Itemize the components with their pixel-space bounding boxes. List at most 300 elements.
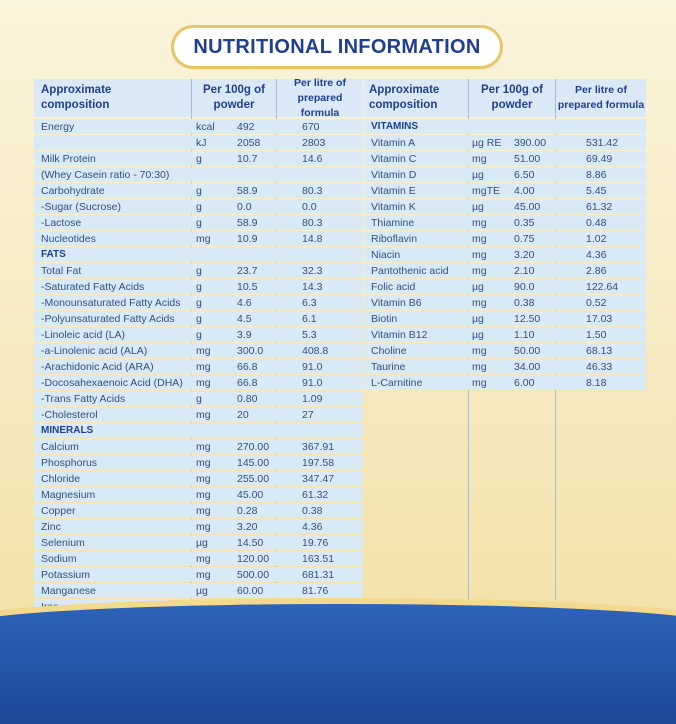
- unit: [196, 215, 234, 230]
- per-litre-value-text: 1.50: [586, 328, 607, 341]
- unit: [196, 407, 234, 422]
- per-litre-value: [302, 311, 362, 326]
- per-litre-value-text: 122.64: [586, 280, 619, 293]
- unit-text: g: [196, 328, 202, 341]
- unit-text: mg: [472, 344, 487, 357]
- per-litre-value: [302, 263, 362, 278]
- title-banner: [174, 28, 500, 66]
- per-100g-value-text: 90.0: [514, 280, 535, 293]
- per-100g-value: [514, 279, 554, 294]
- per-100g-value: [237, 199, 275, 214]
- header-composition-text: Approximate composition: [369, 84, 440, 111]
- per-100g-value-text: 6.50: [514, 168, 535, 181]
- unit-text: mg: [472, 216, 487, 229]
- table-row: [34, 359, 363, 374]
- unit-text: g: [196, 216, 202, 229]
- per-litre-value-text: 32.3: [302, 264, 323, 277]
- nutrient-name-text: L-Carnitine: [371, 376, 423, 389]
- per-litre-value: [586, 327, 644, 342]
- per-100g-value: [237, 583, 275, 598]
- per-litre-value-text: 27: [302, 408, 314, 421]
- nutrient-name: [41, 423, 191, 438]
- unit: [196, 279, 234, 294]
- unit: [196, 567, 234, 582]
- nutrient-name-text: Copper: [41, 504, 76, 517]
- per-litre-value: [302, 535, 362, 550]
- per-100g-value: [237, 471, 275, 486]
- nutrient-name-text: Milk Protein: [41, 152, 96, 165]
- table-row: [364, 183, 646, 198]
- per-100g-value-text: 270.00: [237, 440, 270, 453]
- nutrient-name-text: Selenium: [41, 536, 85, 549]
- per-litre-value: [302, 151, 362, 166]
- per-100g-value: [237, 503, 275, 518]
- unit-text: µg: [196, 584, 208, 597]
- table-row: [34, 263, 363, 278]
- nutrient-name-text: Potassium: [41, 568, 91, 581]
- per-litre-value-text: 8.86: [586, 168, 607, 181]
- per-100g-value: [237, 119, 275, 134]
- per-100g-value: [237, 183, 275, 198]
- unit-text: g: [196, 280, 202, 293]
- per-100g-value-text: 145.00: [237, 456, 270, 469]
- nutrient-name-text: Nucleotides: [41, 232, 96, 245]
- nutrient-name-text: Phosphorus: [41, 456, 98, 469]
- per-100g-value: [514, 183, 554, 198]
- unit: [196, 151, 234, 166]
- per-100g-value-text: 51.00: [514, 152, 541, 165]
- per-litre-value: [586, 295, 644, 310]
- nutrient-name-text: -Trans Fatty Acids: [41, 392, 126, 405]
- nutrient-name-text: Chloride: [41, 472, 81, 485]
- per-100g-value-text: 10.5: [237, 280, 258, 293]
- per-100g-value-text: 120.00: [237, 552, 270, 565]
- nutrient-name: [41, 519, 191, 534]
- table-row: [364, 263, 646, 278]
- per-litre-value-text: 17.03: [586, 312, 613, 325]
- per-100g-value-text: 0.75: [514, 232, 535, 245]
- unit: [472, 167, 512, 182]
- per-100g-value: [237, 359, 275, 374]
- per-100g-value: [514, 375, 554, 390]
- per-litre-value-text: 2.86: [586, 264, 607, 277]
- per-litre-value-text: 197.58: [302, 456, 335, 469]
- table-row: [34, 135, 363, 150]
- right-table-header: [364, 79, 646, 117]
- table-row: [34, 471, 363, 486]
- per-100g-value-text: 4.00: [514, 184, 535, 197]
- nutrient-name: [41, 407, 191, 422]
- per-100g-value: [514, 151, 554, 166]
- per-litre-value: [586, 183, 644, 198]
- per-100g-value: [237, 311, 275, 326]
- per-litre-value: [302, 391, 362, 406]
- nutrient-name-text: Vitamin B6: [371, 296, 422, 309]
- unit: [196, 423, 234, 438]
- unit: [472, 375, 512, 390]
- per-100g-value-text: 4.5: [237, 312, 252, 325]
- unit-text: µg: [472, 200, 484, 213]
- nutrient-name-text: -Lactose: [41, 216, 82, 229]
- nutrient-name: [41, 583, 191, 598]
- nutrient-name: [41, 215, 191, 230]
- nutrient-name: [371, 279, 468, 294]
- nutrient-name-text: MINERALS: [41, 425, 94, 436]
- nutrient-name-text: Vitamin E: [371, 184, 416, 197]
- table-row: [34, 215, 363, 230]
- per-100g-value-text: 3.20: [237, 520, 258, 533]
- unit: [196, 455, 234, 470]
- per-litre-value: [586, 343, 644, 358]
- per-100g-value-text: 58.9: [237, 184, 258, 197]
- table-row: [34, 183, 363, 198]
- nutrient-name: [41, 439, 191, 454]
- per-100g-value-text: 58.9: [237, 216, 258, 229]
- per-litre-value-text: 670: [302, 120, 320, 133]
- header-per-litre-text: Per litre of prepared formula: [557, 84, 645, 111]
- nutrient-name-text: Calcium: [41, 440, 79, 453]
- unit-text: mg: [196, 552, 211, 565]
- per-litre-value-text: 91.0: [302, 376, 323, 389]
- nutrient-name: [41, 135, 191, 150]
- per-100g-value: [237, 391, 275, 406]
- table-row: [34, 119, 363, 134]
- nutrient-name: [41, 247, 191, 262]
- nutrient-name: [41, 551, 191, 566]
- per-litre-value-text: 1.02: [586, 232, 607, 245]
- nutrient-name: [371, 375, 468, 390]
- table-row: [364, 343, 646, 358]
- section-header-row: [364, 119, 646, 134]
- unit: [472, 151, 512, 166]
- per-100g-value-text: 4.6: [237, 296, 252, 309]
- nutrient-name: [41, 487, 191, 502]
- per-litre-value-text: 0.38: [302, 504, 323, 517]
- nutrient-name: [371, 183, 468, 198]
- per-100g-value-text: 500.00: [237, 568, 270, 581]
- unit: [472, 327, 512, 342]
- per-100g-value-text: 0.80: [237, 392, 258, 405]
- unit: [196, 199, 234, 214]
- per-100g-value-text: 60.00: [237, 584, 264, 597]
- table-row: [34, 295, 363, 310]
- per-100g-value: [237, 439, 275, 454]
- per-100g-value-text: 12.50: [514, 312, 541, 325]
- header-per-100g: [469, 79, 555, 117]
- per-100g-value-text: 10.7: [237, 152, 258, 165]
- nutrient-name: [41, 199, 191, 214]
- unit: [196, 503, 234, 518]
- per-litre-value: [586, 119, 644, 134]
- header-per-100g: [192, 79, 276, 117]
- per-litre-value-text: 6.3: [302, 296, 317, 309]
- per-litre-value: [586, 199, 644, 214]
- unit-text: mg: [472, 360, 487, 373]
- nutrient-name-text: VITAMINS: [371, 121, 419, 132]
- unit: [472, 263, 512, 278]
- per-100g-value: [514, 327, 554, 342]
- unit-text: µg: [472, 328, 484, 341]
- header-composition: [41, 79, 189, 117]
- per-100g-value-text: 492: [237, 120, 255, 133]
- unit: [196, 551, 234, 566]
- unit: [196, 311, 234, 326]
- per-litre-value: [302, 551, 362, 566]
- per-litre-value-text: 5.45: [586, 184, 607, 197]
- table-row: [34, 455, 363, 470]
- per-litre-value: [302, 295, 362, 310]
- unit-text: mg: [196, 504, 211, 517]
- nutrient-name: [41, 263, 191, 278]
- per-litre-value: [586, 359, 644, 374]
- per-litre-value: [302, 455, 362, 470]
- unit-text: mg: [472, 232, 487, 245]
- nutrient-name: [371, 167, 468, 182]
- unit-text: µg RE: [472, 136, 502, 149]
- header-per-litre: [556, 79, 646, 117]
- per-litre-value-text: 61.32: [302, 488, 329, 501]
- nutrient-name: [41, 231, 191, 246]
- nutrient-name-text: FATS: [41, 249, 66, 260]
- unit-text: mg: [196, 344, 211, 357]
- per-100g-value: [237, 375, 275, 390]
- page-title: NUTRITIONAL INFORMATION: [193, 35, 481, 58]
- table-row: [34, 375, 363, 390]
- unit: [196, 119, 234, 134]
- table-row: [364, 247, 646, 262]
- per-100g-value: [237, 263, 275, 278]
- per-litre-value-text: 681.31: [302, 568, 335, 581]
- unit: [196, 167, 234, 182]
- per-100g-value: [237, 551, 275, 566]
- per-100g-value: [237, 247, 275, 262]
- per-litre-value-text: 0.0: [302, 200, 317, 213]
- unit-text: mg: [472, 296, 487, 309]
- nutrient-name-text: -Cholesterol: [41, 408, 98, 421]
- unit: [196, 135, 234, 150]
- per-100g-value-text: 1.10: [514, 328, 535, 341]
- per-litre-value-text: 19.76: [302, 536, 329, 549]
- per-100g-value: [237, 535, 275, 550]
- unit: [472, 183, 512, 198]
- unit-text: g: [196, 152, 202, 165]
- per-100g-value-text: 34.00: [514, 360, 541, 373]
- per-litre-value: [302, 407, 362, 422]
- per-litre-value-text: 531.42: [586, 136, 619, 149]
- table-row: [34, 567, 363, 582]
- per-100g-value: [237, 231, 275, 246]
- per-100g-value: [514, 343, 554, 358]
- per-100g-value-text: 0.0: [237, 200, 252, 213]
- per-litre-value-text: 347.47: [302, 472, 335, 485]
- table-row: [364, 199, 646, 214]
- per-litre-value: [302, 199, 362, 214]
- nutrient-name: [41, 295, 191, 310]
- per-100g-value: [514, 359, 554, 374]
- per-litre-value-text: 68.13: [586, 344, 613, 357]
- per-100g-value: [514, 119, 554, 134]
- unit: [472, 279, 512, 294]
- nutrient-name: [371, 311, 468, 326]
- per-100g-value: [237, 151, 275, 166]
- nutrient-name-text: -Monounsaturated Fatty Acids: [41, 296, 181, 309]
- per-100g-value: [237, 455, 275, 470]
- per-100g-value-text: 3.20: [514, 248, 535, 261]
- unit: [472, 295, 512, 310]
- per-100g-value: [514, 231, 554, 246]
- unit: [196, 359, 234, 374]
- nutrient-name-text: -Linoleic acid (LA): [41, 328, 126, 341]
- unit: [196, 327, 234, 342]
- per-100g-value-text: 2058: [237, 136, 261, 149]
- per-litre-value: [302, 247, 362, 262]
- per-100g-value-text: 6.00: [514, 376, 535, 389]
- unit: [196, 471, 234, 486]
- table-row: [34, 327, 363, 342]
- nutrient-name: [41, 183, 191, 198]
- nutrient-name-text: Sodium: [41, 552, 77, 565]
- per-litre-value: [586, 263, 644, 278]
- nutrient-name: [371, 247, 468, 262]
- unit-text: g: [196, 184, 202, 197]
- per-litre-value: [302, 439, 362, 454]
- unit: [196, 295, 234, 310]
- unit-text: mg: [196, 488, 211, 501]
- per-litre-value-text: 80.3: [302, 184, 323, 197]
- per-100g-value: [237, 135, 275, 150]
- blue-wave-decoration: [0, 604, 676, 724]
- unit: [196, 183, 234, 198]
- unit: [472, 359, 512, 374]
- unit: [196, 231, 234, 246]
- header-composition: [369, 79, 469, 117]
- unit-text: mg: [196, 376, 211, 389]
- unit-text: g: [196, 392, 202, 405]
- table-row: [34, 551, 363, 566]
- per-100g-value: [237, 343, 275, 358]
- nutrient-name-text: Pantothenic acid: [371, 264, 449, 277]
- nutrient-name: [371, 215, 468, 230]
- per-litre-value-text: 61.32: [586, 200, 613, 213]
- unit-text: µg: [472, 280, 484, 293]
- per-litre-value-text: 69.49: [586, 152, 613, 165]
- nutrient-name: [41, 327, 191, 342]
- per-100g-value: [514, 135, 554, 150]
- per-100g-value: [237, 327, 275, 342]
- per-litre-value-text: 46.33: [586, 360, 613, 373]
- section-header-row: [34, 247, 363, 262]
- nutrient-name: [41, 375, 191, 390]
- table-row: [364, 279, 646, 294]
- per-litre-value: [302, 375, 362, 390]
- nutrient-name-text: Manganese: [41, 584, 96, 597]
- per-litre-value: [586, 311, 644, 326]
- table-row: [364, 135, 646, 150]
- nutrient-name-text: Thiamine: [371, 216, 415, 229]
- per-litre-value: [302, 487, 362, 502]
- nutrient-name-text: -a-Linolenic acid (ALA): [41, 344, 148, 357]
- unit-text: mg: [472, 152, 487, 165]
- nutrient-name-text: Vitamin A: [371, 136, 416, 149]
- table-row: [34, 519, 363, 534]
- nutrient-name-text: -Docosahexaenoic Acid (DHA): [41, 376, 183, 389]
- per-litre-value-text: 0.48: [586, 216, 607, 229]
- unit-text: g: [196, 312, 202, 325]
- table-row: [34, 503, 363, 518]
- unit-text: mgTE: [472, 184, 501, 197]
- header-per-litre-text: Per litre of prepared formula: [294, 76, 346, 119]
- table-row: [364, 231, 646, 246]
- per-100g-value: [237, 295, 275, 310]
- nutrient-name: [41, 359, 191, 374]
- per-litre-value: [586, 135, 644, 150]
- per-litre-value: [302, 359, 362, 374]
- nutrient-name: [371, 327, 468, 342]
- unit: [472, 215, 512, 230]
- per-100g-value: [237, 519, 275, 534]
- nutrient-name: [371, 263, 468, 278]
- nutrient-name: [371, 359, 468, 374]
- per-100g-value: [514, 167, 554, 182]
- per-100g-value: [514, 199, 554, 214]
- header-composition-text: Approximate composition: [41, 84, 112, 111]
- right-nutrition-table: [364, 79, 646, 600]
- per-100g-value-text: 390.00: [514, 136, 547, 149]
- per-litre-value: [302, 119, 362, 134]
- per-litre-value-text: 4.36: [586, 248, 607, 261]
- unit: [472, 119, 512, 134]
- per-100g-value-text: 45.00: [237, 488, 264, 501]
- per-litre-value: [302, 503, 362, 518]
- unit: [196, 247, 234, 262]
- per-litre-value-text: 0.52: [586, 296, 607, 309]
- unit-text: µg: [472, 312, 484, 325]
- unit-text: g: [196, 296, 202, 309]
- per-litre-value: [586, 247, 644, 262]
- per-100g-value-text: 2.10: [514, 264, 535, 277]
- per-100g-value-text: 20: [237, 408, 249, 421]
- unit-text: kJ: [196, 136, 207, 149]
- per-litre-value-text: 367.91: [302, 440, 335, 453]
- unit-text: µg: [196, 536, 208, 549]
- nutrient-name-text: -Saturated Fatty Acids: [41, 280, 145, 293]
- header-per-litre: [277, 76, 363, 119]
- per-litre-value-text: 408.8: [302, 344, 329, 357]
- per-100g-value: [237, 279, 275, 294]
- nutrient-name: [41, 279, 191, 294]
- nutrient-name-text: (Whey Casein ratio - 70:30): [41, 168, 170, 181]
- nutrient-name-text: Taurine: [371, 360, 406, 373]
- per-litre-value: [302, 583, 362, 598]
- nutrient-name: [41, 503, 191, 518]
- unit-text: mg: [196, 568, 211, 581]
- per-litre-value-text: 8.18: [586, 376, 607, 389]
- nutrient-name: [371, 199, 468, 214]
- header-per-100g-text: Per 100g of powder: [481, 84, 543, 111]
- unit-text: g: [196, 264, 202, 277]
- nutrient-name: [41, 311, 191, 326]
- nutrient-name: [41, 167, 191, 182]
- nutrient-name: [371, 119, 468, 134]
- per-litre-value: [586, 215, 644, 230]
- per-100g-value-text: 50.00: [514, 344, 541, 357]
- nutrient-name: [41, 567, 191, 582]
- unit: [196, 343, 234, 358]
- per-litre-value-text: 2803: [302, 136, 326, 149]
- unit: [472, 135, 512, 150]
- nutrient-name-text: Zinc: [41, 520, 61, 533]
- per-100g-value-text: 0.35: [514, 216, 535, 229]
